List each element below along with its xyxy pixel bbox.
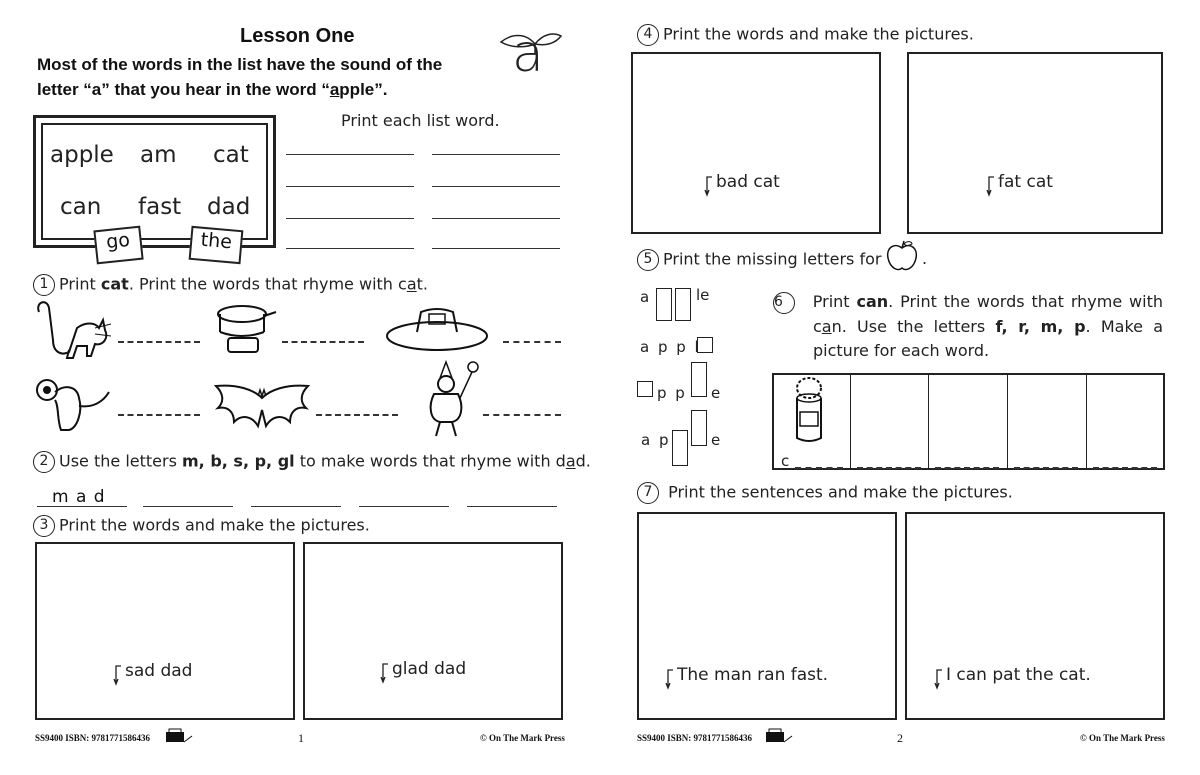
- apple-icon: [884, 238, 920, 274]
- letter-box[interactable]: [637, 381, 653, 397]
- arrow-down-icon: [986, 175, 996, 197]
- writing-line: [432, 218, 560, 219]
- can-first-letter: c: [781, 452, 790, 470]
- footer-press: © On The Mark Press: [480, 733, 565, 743]
- letter-box[interactable]: [675, 288, 691, 321]
- section-4-instruction: 4 Print the words and make the pictures.: [637, 24, 974, 46]
- section-7-instruction: 7 Print the sentences and make the pictures.: [637, 482, 1013, 504]
- lesson-title: Lesson One: [240, 25, 355, 47]
- instructions-line-2: letter “a” that you hear in the word “apple”.: [37, 80, 388, 99]
- example-word: m a d: [52, 487, 106, 507]
- page-number: 2: [897, 731, 903, 745]
- sentence-prompt: glad dad: [380, 659, 466, 684]
- page-number: 1: [298, 731, 304, 745]
- word-list-box: [33, 115, 276, 248]
- letter-prompt: p p: [657, 384, 687, 402]
- letter-box[interactable]: [656, 288, 672, 321]
- instructions-line-1: Most of the words in the list have the sound of the: [37, 55, 443, 74]
- arrow-down-icon: [113, 664, 123, 686]
- list-word: am: [140, 142, 177, 168]
- letter-prompt: e: [711, 431, 721, 449]
- section-6-instruction: 6 Print can. Print the words that rhyme with can. Use the letters f, r, m, p. Make a picture for each word.: [774, 292, 1163, 360]
- answer-line: [1014, 467, 1078, 469]
- picture-box[interactable]: [907, 52, 1163, 234]
- answer-line: [795, 467, 843, 469]
- clown-icon: [420, 358, 480, 438]
- letter-prompt: a p p l: [640, 338, 701, 356]
- writing-line: [286, 186, 414, 187]
- answer-line: [118, 341, 200, 343]
- answer-line: [483, 414, 561, 416]
- letter-prompt: e: [711, 384, 721, 402]
- sentence-prompt: sad dad: [113, 661, 192, 686]
- list-word: cat: [213, 142, 249, 168]
- footer-code: SS9400 ISBN: 9781771586436: [637, 733, 753, 743]
- answer-line: [316, 414, 398, 416]
- section-2-instruction: 2 Use the letters m, b, s, p, gl to make words that rhyme with dad.: [33, 451, 591, 473]
- print-each-label: Print each list word.: [341, 111, 500, 130]
- section-5-instruction: 5 Print the missing letters for: [637, 249, 881, 271]
- letter-prompt: a: [640, 288, 650, 306]
- list-word: fast: [138, 194, 182, 220]
- letter-box[interactable]: [697, 337, 713, 353]
- printer-icon: [164, 728, 194, 746]
- letter-prompt: a p: [641, 431, 671, 449]
- hat-icon: [385, 304, 489, 352]
- list-word: apple: [50, 142, 114, 168]
- list-word: can: [60, 194, 102, 220]
- letter-box[interactable]: [691, 410, 707, 446]
- writing-line: [432, 154, 560, 155]
- can-icon: [791, 376, 831, 446]
- writing-line: [37, 506, 127, 507]
- tag-word: go: [93, 226, 143, 265]
- writing-line: [286, 218, 414, 219]
- letter-box[interactable]: [691, 362, 707, 397]
- letter-box[interactable]: [672, 430, 688, 466]
- tag-word: the: [189, 226, 244, 264]
- writing-line: [286, 154, 414, 155]
- sentence-prompt: fat cat: [986, 172, 1053, 197]
- writing-line: [359, 506, 449, 507]
- arrow-down-icon: [380, 662, 390, 684]
- picture-box[interactable]: [303, 542, 563, 720]
- sentence-prompt: bad cat: [704, 172, 780, 197]
- cat-icon: [33, 298, 113, 360]
- picture-box[interactable]: [631, 52, 881, 234]
- answer-line: [503, 341, 561, 343]
- answer-line: [118, 414, 200, 416]
- list-word: dad: [207, 194, 251, 220]
- printer-icon: [764, 728, 794, 746]
- section-3-instruction: 3 Print the words and make the pictures.: [33, 515, 370, 537]
- letter-prompt: le: [696, 286, 710, 304]
- answer-line: [857, 467, 921, 469]
- footer-press: © On The Mark Press: [1080, 733, 1165, 743]
- arrow-down-icon: [704, 175, 714, 197]
- writing-line: [286, 248, 414, 249]
- big-letter-a: a: [512, 24, 544, 84]
- writing-line: [143, 506, 233, 507]
- bat-icon: [214, 380, 310, 432]
- writing-line: [432, 186, 560, 187]
- writing-line: [467, 506, 557, 507]
- section-1-instruction: 1 Print cat. Print the words that rhyme with cat.: [33, 274, 428, 296]
- writing-line: [432, 248, 560, 249]
- answer-line: [1093, 467, 1157, 469]
- answer-line: [282, 341, 364, 343]
- footer-code: SS9400 ISBN: 9781771586436: [35, 733, 151, 743]
- rat-icon: [33, 372, 113, 436]
- instructions: [37, 52, 507, 102]
- picture-box[interactable]: [35, 542, 295, 720]
- sentence-prompt: I can pat the cat.: [934, 665, 1091, 690]
- writing-line: [251, 506, 341, 507]
- pan-icon: [208, 298, 278, 360]
- arrow-down-icon: [665, 668, 675, 690]
- sentence-prompt: The man ran fast.: [665, 665, 828, 690]
- arrow-down-icon: [934, 668, 944, 690]
- answer-line: [935, 467, 999, 469]
